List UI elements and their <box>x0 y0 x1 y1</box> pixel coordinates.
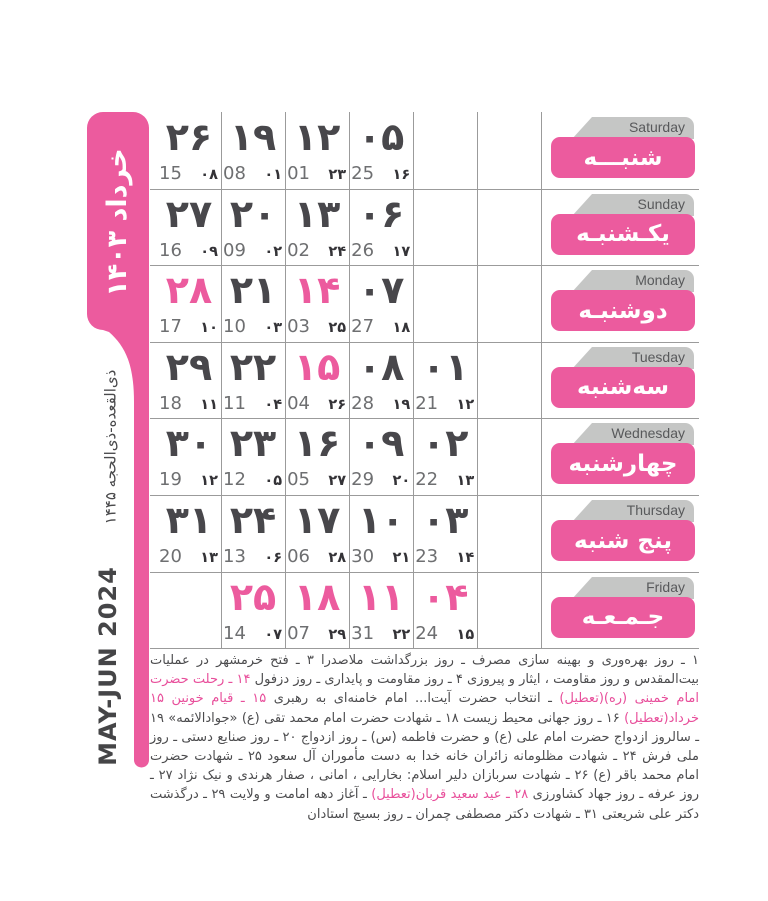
day-cell <box>413 572 477 648</box>
jalali-day-number: ۱۲ <box>293 115 341 159</box>
gregorian-day-number: 19 <box>159 469 182 491</box>
jalali-day-number: ۲۶ <box>165 115 213 159</box>
secondary-day-numbers <box>223 546 282 567</box>
secondary-day-numbers <box>287 163 346 184</box>
day-name-en: Sunday <box>637 195 685 212</box>
gregorian-day-number: 26 <box>351 239 375 261</box>
day-cell <box>285 418 349 494</box>
jalali-day-number: ۳۰ <box>165 421 213 466</box>
jalali-day-number: ۰۷ <box>357 268 405 313</box>
month-title-text: خرداد ۱۴۰۳ <box>101 147 133 297</box>
gregorian-day-number: 11 <box>223 392 246 414</box>
gregorian-day-number: 06 <box>287 546 311 567</box>
gregorian-day-number: 15 <box>159 163 182 184</box>
hijri-day-number: ۲۷ <box>328 473 347 490</box>
day-cell <box>157 418 221 494</box>
day-cell <box>349 572 413 648</box>
hijri-day-number: ۲۳ <box>328 167 347 183</box>
secondary-day-numbers <box>351 316 410 337</box>
event-text: ـ انتخاب حضرت آیت‌ا... امام خامنه‌ای به رهبری <box>266 691 560 707</box>
secondary-day-numbers <box>351 623 410 644</box>
gregorian-day-number: 09 <box>223 239 246 261</box>
secondary-day-numbers <box>287 393 346 414</box>
secondary-day-numbers <box>159 546 218 567</box>
gregorian-day-number: 29 <box>351 469 375 491</box>
event-text: ـ آغاز دهه امامت و ولایت ۲۹ ـ درگذشت دکتر علی شریعتی ۳۱ ـ شهادت دکتر مصطفی چمران ـ روز بسیج استادان <box>150 787 699 822</box>
day-tab-thursday <box>592 500 694 522</box>
secondary-day-numbers <box>351 393 410 414</box>
day-name-en: Friday <box>646 578 685 595</box>
gregorian-day-number: 02 <box>287 239 311 261</box>
holiday-event-text: ۱۵ ـ قیام خونین ۱۵ خرداد(تعطیل) <box>150 691 699 726</box>
day-name-en: Monday <box>635 272 685 289</box>
hijri-day-number: ۲۱ <box>392 550 411 566</box>
jalali-day-number: ۰۴ <box>422 574 469 619</box>
jalali-day-number: ۰۶ <box>357 191 405 236</box>
gregorian-day-number: 24 <box>415 622 439 644</box>
hijri-day-number: ۱۰ <box>200 320 218 337</box>
day-cell <box>413 495 477 571</box>
day-cell <box>349 265 413 341</box>
jalali-day-number: ۲۷ <box>165 191 213 236</box>
day-cell <box>285 265 349 341</box>
gregorian-day-number: 22 <box>415 469 439 491</box>
jalali-day-number: ۲۵ <box>229 574 277 619</box>
secondary-day-numbers <box>351 469 410 490</box>
secondary-day-numbers <box>223 393 282 414</box>
secondary-day-numbers <box>287 623 346 644</box>
jalali-day-number: ۱۵ <box>293 344 341 389</box>
event-text: ۱ ـ روز بهره‌وری و بهینه سازی مصرف ـ روز بزرگداشت ملاصدرا ۳ ـ فتح خرمشهر در عملیات بیت‌المقدس و روز مقاومت ، ایثار و پیروزی ۴ ـ روز مقاومت و پایداری ـ روز دزفول <box>150 653 700 688</box>
holiday-event-text: ۱۴ ـ رحلت حضرت امام خمینی (ره)(تعطیل) <box>150 672 699 707</box>
secondary-day-numbers <box>223 316 282 337</box>
secondary-day-numbers <box>287 546 346 567</box>
day-label-thursday: پنج شنبه <box>551 520 695 561</box>
secondary-day-numbers <box>351 163 410 184</box>
secondary-day-numbers <box>287 316 346 337</box>
hijri-day-number: ۱۲ <box>200 473 218 490</box>
secondary-day-numbers <box>351 546 410 567</box>
day-cell <box>349 189 413 265</box>
hijri-day-number: ۰۱ <box>264 167 283 183</box>
jalali-day-number: ۰۵ <box>357 115 405 159</box>
gregorian-day-number: 01 <box>287 163 311 184</box>
jalali-day-number: ۳۱ <box>165 498 213 542</box>
secondary-day-numbers <box>159 316 218 337</box>
day-tab-friday <box>592 577 694 599</box>
day-cell <box>349 112 413 188</box>
gregorian-day-number: 03 <box>287 316 311 338</box>
day-label-saturday: شنبـــه <box>551 137 695 178</box>
hijri-day-number: ۰۵ <box>264 473 283 490</box>
day-name-en: Saturday <box>628 119 685 135</box>
gregorian-day-number: 12 <box>223 469 246 491</box>
jalali-day-number: ۲۸ <box>165 268 213 313</box>
column-separator <box>221 112 222 649</box>
hijri-day-number: ۱۱ <box>200 396 218 413</box>
jalali-day-number: ۲۰ <box>229 191 277 236</box>
secondary-day-numbers <box>159 469 218 490</box>
day-cell <box>221 572 285 648</box>
gregorian-day-number: 13 <box>223 546 246 567</box>
gregorian-day-number: 17 <box>159 316 182 338</box>
gregorian-day-number: 14 <box>223 622 246 644</box>
hijri-day-number: ۱۷ <box>392 243 411 260</box>
secondary-day-numbers <box>223 163 282 184</box>
column-separator <box>541 112 542 649</box>
hijri-day-number: ۰۳ <box>264 320 283 337</box>
day-cell <box>157 265 221 341</box>
gregorian-day-number: 20 <box>159 546 182 567</box>
day-cell <box>157 112 221 188</box>
column-separator <box>349 112 350 649</box>
hijri-day-number: ۱۵ <box>456 626 475 643</box>
hijri-day-number: ۲۴ <box>328 243 347 260</box>
event-text: ۱۶ ـ روز جهانی محیط زیست ۱۸ ـ شهادت حضرت امام محمد تقی (ع) «جوادالائمه» ۱۹ ـ سالروز ازدواج حضرت امام علی (ع) و حضرت فاطمه (س) ـ روز ازدواج ۲۰ ـ روز صنایع دستی ـ روز ملی فرش ۲۴ ـ شهادت مظلومانه زائران خانه خدا به دست مأموران آل سعود ۲۵ ـ شهادت حضرت امام محمد باقر (ع) ۲۶ ـ شهادت سربازان دلیر اسلام: بخارایی ، امانی ، صفار هرندی و نیک نژاد ۲۷ ـ روز عرفه ـ روز جهاد کشاورزی <box>150 710 700 803</box>
day-tab-monday <box>592 270 694 292</box>
jalali-day-number: ۲۳ <box>229 421 277 466</box>
day-label-friday: جـمـعـه <box>551 597 695 638</box>
hijri-day-number: ۱۹ <box>392 396 411 413</box>
gregorian-day-number: 16 <box>159 239 182 261</box>
jalali-day-number: ۱۹ <box>229 115 277 159</box>
column-separator <box>413 112 414 649</box>
gregorian-day-number: 10 <box>223 316 246 338</box>
day-cell <box>221 189 285 265</box>
day-name-en: Thursday <box>626 502 685 518</box>
gregorian-day-number: 04 <box>287 392 311 414</box>
day-cell <box>349 495 413 571</box>
secondary-day-numbers <box>159 393 218 414</box>
month-banner-shape <box>87 112 149 774</box>
gregorian-day-number: 30 <box>351 546 375 567</box>
hijri-day-number: ۱۴ <box>456 550 475 566</box>
day-label-sunday: یکـشنبـه <box>551 214 695 255</box>
hijri-day-number: ۰۶ <box>264 550 283 566</box>
secondary-day-numbers <box>159 163 218 184</box>
hijri-day-number: ۰۷ <box>264 626 283 643</box>
hijri-day-number: ۰۹ <box>200 243 218 260</box>
day-cell <box>285 342 349 418</box>
hijri-day-number: ۲۵ <box>328 320 347 337</box>
day-tab-sunday <box>592 194 694 216</box>
hijri-day-number: ۲۲ <box>392 626 411 643</box>
hijri-day-number: ۱۸ <box>392 320 411 337</box>
secondary-day-numbers <box>415 623 474 644</box>
hijri-day-number: ۲۸ <box>328 550 347 566</box>
day-cell <box>349 418 413 494</box>
day-cell <box>285 572 349 648</box>
secondary-day-numbers <box>351 240 410 261</box>
day-cell <box>157 495 221 571</box>
events-paragraph <box>150 651 699 824</box>
hijri-day-number: ۱۳ <box>200 550 218 566</box>
secondary-day-numbers <box>287 240 346 261</box>
day-cell <box>285 495 349 571</box>
jalali-day-number: ۰۳ <box>422 498 469 542</box>
hijri-day-number: ۱۳ <box>456 473 475 490</box>
hijri-day-number: ۲۹ <box>328 626 347 643</box>
jalali-day-number: ۱۰ <box>357 498 405 542</box>
secondary-day-numbers <box>223 623 282 644</box>
gregorian-day-number: 25 <box>351 163 375 184</box>
day-cell <box>157 342 221 418</box>
day-cell <box>413 342 477 418</box>
jalali-day-number: ۰۹ <box>357 421 405 466</box>
jalali-day-number: ۱۸ <box>293 574 341 619</box>
jalali-day-number: ۲۴ <box>229 498 277 542</box>
day-name-en: Tuesday <box>631 348 685 365</box>
gregorian-day-number: 08 <box>223 163 246 184</box>
day-cell <box>285 112 349 188</box>
day-cell <box>413 418 477 494</box>
jalali-day-number: ۱۷ <box>293 498 341 542</box>
jalali-day-number: ۰۸ <box>357 344 405 389</box>
jalali-day-number: ۱۴ <box>293 268 341 313</box>
hijri-day-number: ۰۸ <box>200 167 218 183</box>
jalali-day-number: ۱۶ <box>293 421 341 466</box>
jalali-day-number: ۲۹ <box>165 344 213 389</box>
jalali-day-number: ۰۱ <box>422 344 469 389</box>
holiday-event-text: ۲۸ ـ عید سعید قربان(تعطیل) <box>371 787 529 803</box>
gregorian-month-range-text: MAY-JUN 2024 <box>94 566 123 766</box>
secondary-day-numbers <box>415 469 474 490</box>
day-cell <box>349 342 413 418</box>
jalali-day-number: ۲۲ <box>229 344 277 389</box>
hijri-day-number: ۲۶ <box>328 396 347 413</box>
gregorian-day-number: 18 <box>159 392 182 414</box>
gregorian-day-number: 05 <box>287 469 311 491</box>
jalali-day-number: ۲۱ <box>229 268 277 313</box>
day-tab-tuesday <box>592 347 694 369</box>
row-separator <box>150 648 699 649</box>
secondary-day-numbers <box>415 546 474 567</box>
jalali-day-number: ۱۱ <box>357 574 405 619</box>
day-tab-wednesday <box>592 423 694 445</box>
jalali-day-number: ۱۳ <box>293 191 341 236</box>
gregorian-day-number: 21 <box>415 392 439 414</box>
secondary-day-numbers <box>415 393 474 414</box>
secondary-day-numbers <box>159 240 218 261</box>
hijri-day-number: ۱۲ <box>456 396 475 413</box>
hijri-day-number: ۰۴ <box>264 396 283 413</box>
secondary-day-numbers <box>223 240 282 261</box>
day-label-wednesday: چهارشنبه <box>551 443 695 484</box>
day-cell <box>221 265 285 341</box>
column-separator <box>477 112 478 649</box>
gregorian-day-number: 27 <box>351 316 375 338</box>
day-cell <box>221 342 285 418</box>
column-separator <box>285 112 286 649</box>
day-cell <box>157 189 221 265</box>
day-tab-saturday <box>592 117 694 139</box>
hijri-day-number: ۰۲ <box>264 243 283 260</box>
secondary-day-numbers <box>223 469 282 490</box>
gregorian-day-number: 31 <box>351 622 375 644</box>
hijri-day-number: ۲۰ <box>392 473 411 490</box>
day-label-tuesday: سه‌شنبه <box>551 367 695 408</box>
day-cell <box>285 189 349 265</box>
day-cell <box>221 418 285 494</box>
hijri-month-range-text: ذی‌القعده-ذی‌الحجه ۱۴۴۵ <box>100 369 119 525</box>
secondary-day-numbers <box>287 469 346 490</box>
day-label-monday: دوشنبـه <box>551 290 695 331</box>
day-cell <box>221 112 285 188</box>
jalali-day-number: ۰۲ <box>422 421 469 466</box>
day-cell <box>221 495 285 571</box>
hijri-day-number: ۱۶ <box>392 167 411 183</box>
gregorian-day-number: 23 <box>415 546 439 567</box>
gregorian-day-number: 28 <box>351 392 375 414</box>
day-name-en: Wednesday <box>611 425 685 442</box>
gregorian-day-number: 07 <box>287 622 311 644</box>
